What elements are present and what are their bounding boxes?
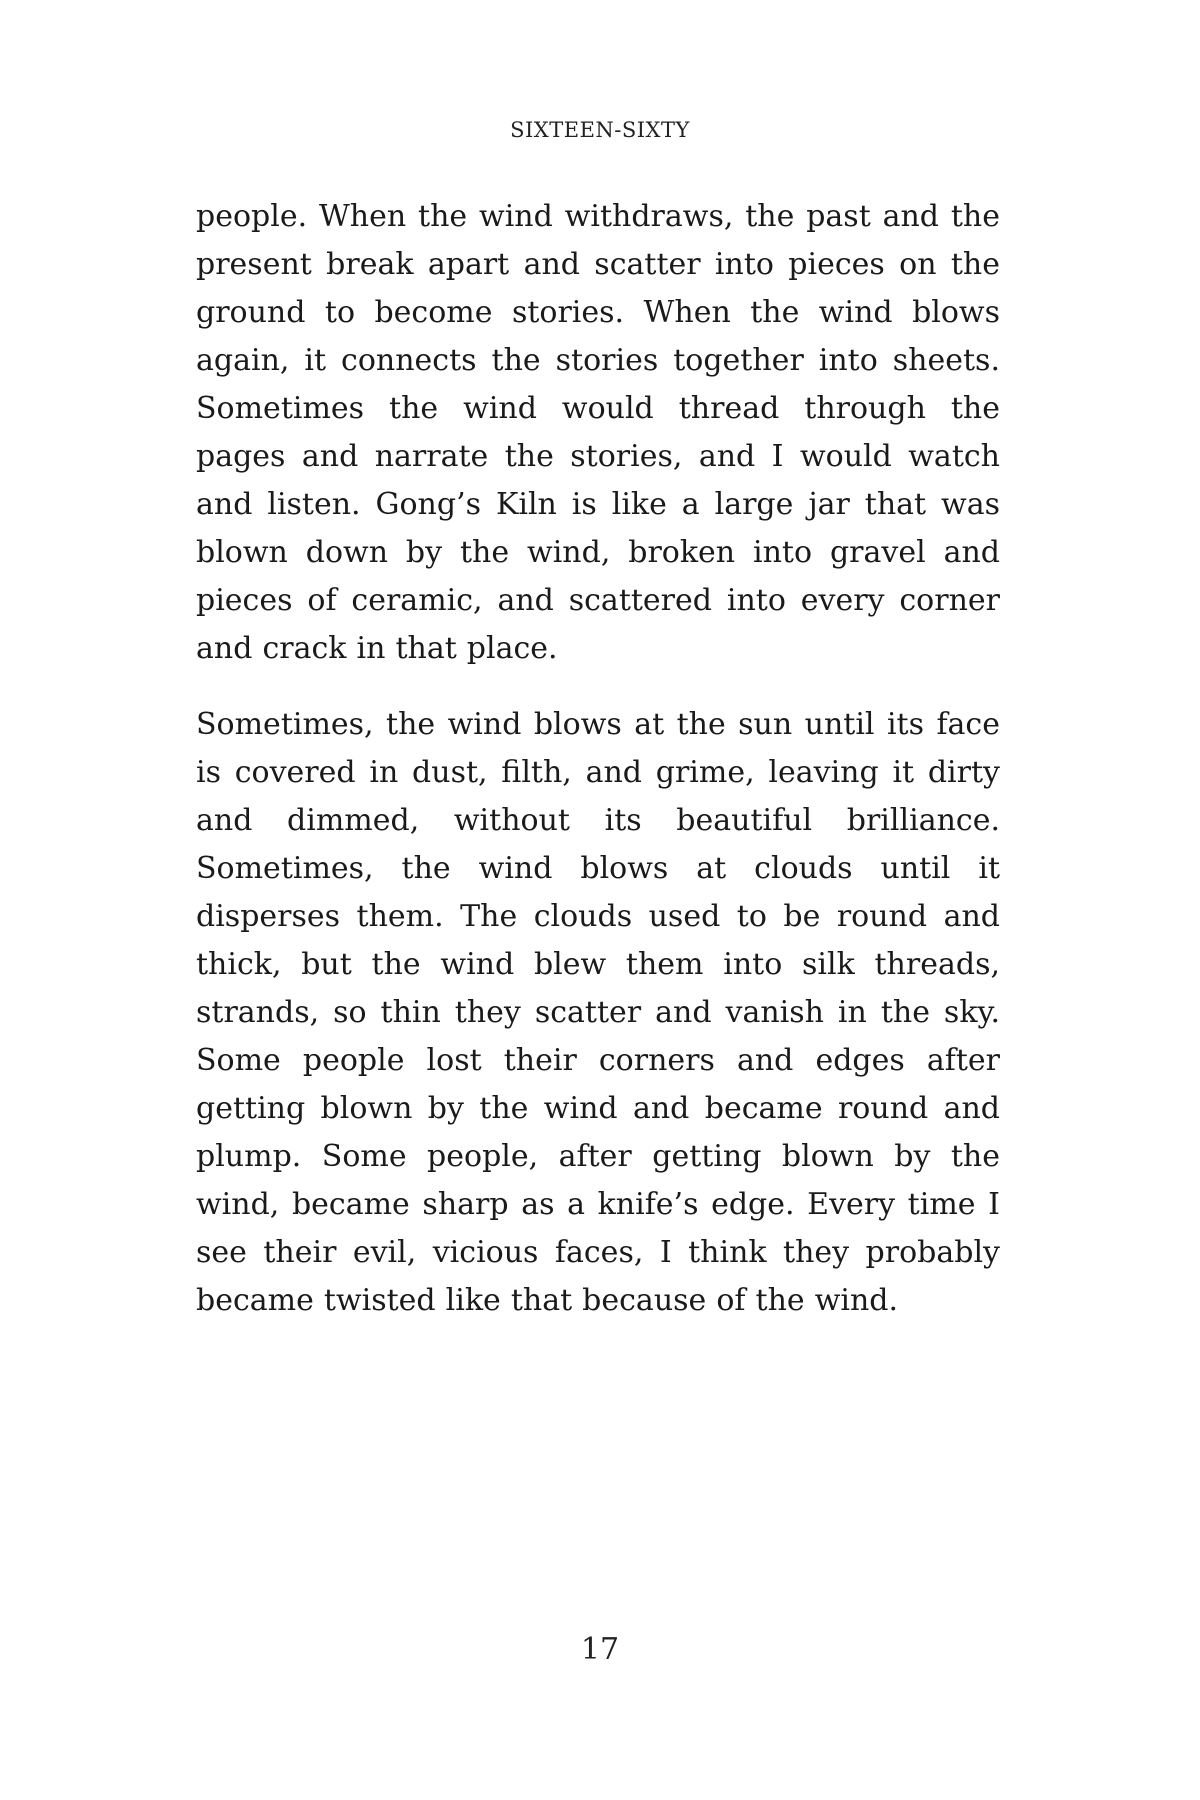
- page-number: 17: [580, 1632, 620, 1667]
- paragraph-2: Sometimes, the wind blows at the sun until its face is covered in dust, filth, and grime, leaving it dirty and dimmed, without its beautiful brilliance. Sometimes, the wind blows at clouds until it disperses them. The clouds used to be round and thick, but the wind blew them into silk threads, strands, so thin they scatter and vanish in the sky. Some people lost their corners and edges after getting blown by the wind and became round and plump. Some people, after getting blown by the wind, became sharp as a knife’s edge. Every time I see their evil, vicious faces, I think they probably became twisted like that because of the wind.: [196, 707, 1000, 1318]
- running-head: SIXTEEN-SIXTY: [510, 118, 690, 142]
- body-text: [196, 193, 1000, 1325]
- paragraph-1: people. When the wind withdraws, the past and the present break apart and scatter into pieces on the ground to become stories. When the wind blows again, it connects the stories together into sheets. Sometimes the wind would thread through the pages and narrate the stories, and I would watch and listen. Gong’s Kiln is like a large jar that was blown down by the wind, broken into gravel and pieces of ceramic, and scattered into every corner and crack in that place.: [196, 199, 1000, 666]
